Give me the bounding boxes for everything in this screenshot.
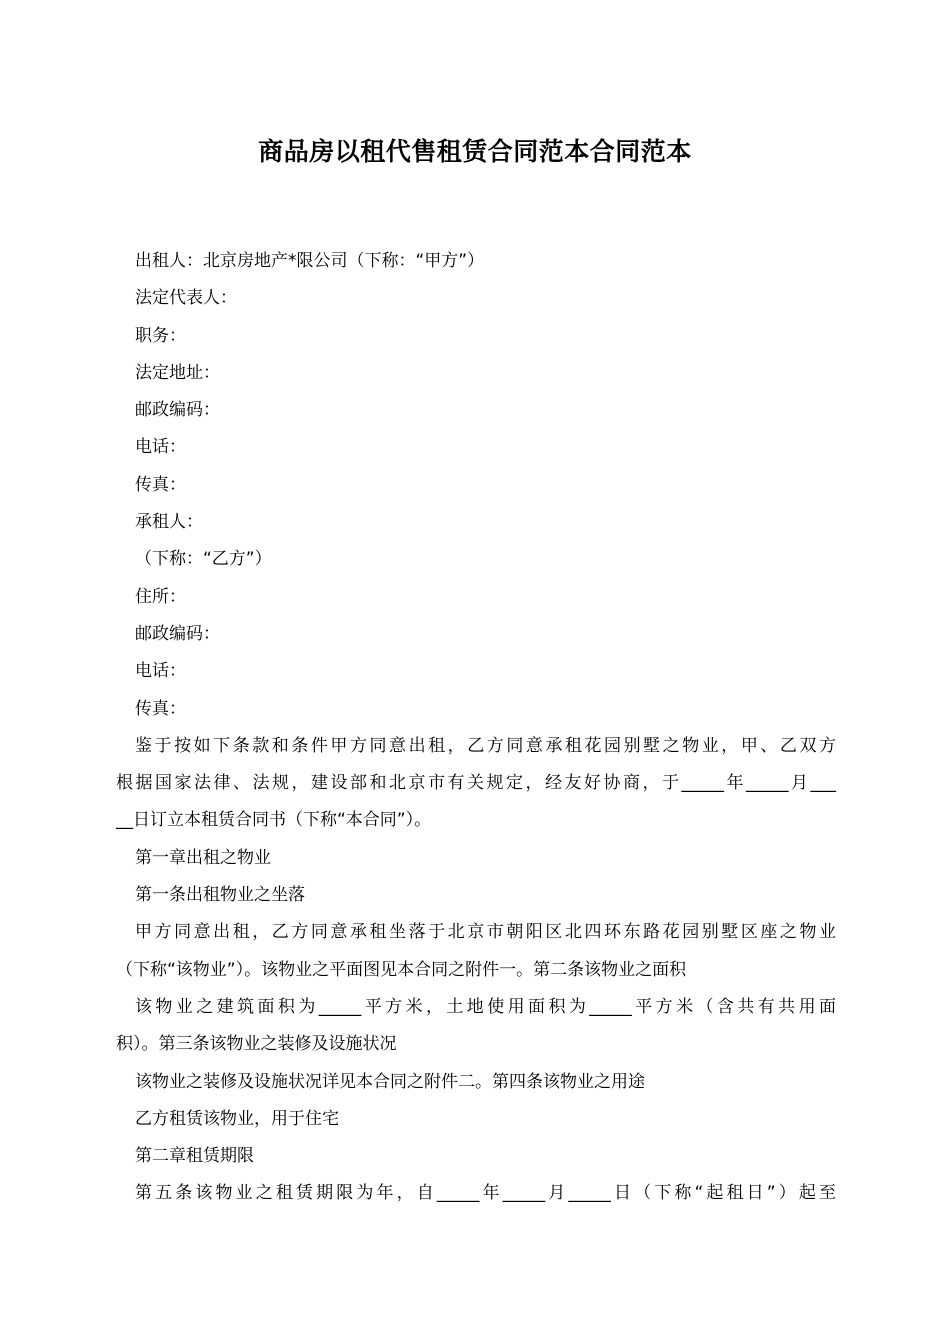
text-line-legal-address: 法定地址： bbox=[135, 362, 220, 383]
text-line-lessee: 承租人： bbox=[135, 512, 203, 533]
text-line-phone-2: 电话： bbox=[135, 661, 186, 682]
text-line-preamble-3: __日订立本租赁合同书（下称“本合同”）。 bbox=[116, 810, 432, 831]
chapter-heading-1: 第一章出租之物业 bbox=[135, 847, 271, 868]
article-heading-1: 第一条出租物业之坐落 bbox=[135, 885, 305, 906]
text-line-article-1-a: 甲方同意出租，乙方同意承租坐落于北京市朝阳区北四环东路花园别墅区座之物业 bbox=[135, 922, 836, 943]
text-line-postcode: 邮政编码： bbox=[135, 400, 220, 421]
text-line-fax-2: 传真： bbox=[135, 698, 186, 719]
text-line-article-2-a: 该物业之建筑面积为_____平方米，土地使用面积为_____平方米（含共有共用面 bbox=[135, 996, 836, 1017]
text-line-postcode-2: 邮政编码： bbox=[135, 623, 220, 644]
text-line-preamble-1: 鉴于按如下条款和条件甲方同意出租，乙方同意承租花园别墅之物业，甲、乙双方 bbox=[135, 735, 836, 756]
text-line-position: 职务： bbox=[135, 325, 186, 346]
text-line-phone: 电话： bbox=[135, 437, 186, 458]
document-title: 商品房以租代售租赁合同范本合同范本 bbox=[258, 137, 692, 166]
text-line-fax: 传真： bbox=[135, 474, 186, 495]
text-line-legal-rep: 法定代表人： bbox=[135, 288, 237, 309]
text-line-preamble-2: 根据国家法律、法规，建设部和北京市有关规定，经友好协商，于_____年_____月___ bbox=[116, 773, 836, 794]
text-line-lessor: 出租人：北京房地产*限公司（下称：“甲方”） bbox=[135, 251, 485, 271]
text-line-article-3: 该物业之装修及设施状况详见本合同之附件二。第四条该物业之用途 bbox=[135, 1071, 645, 1092]
text-line-residence: 住所： bbox=[135, 586, 186, 607]
text-line-article-2-b: 积）。第三条该物业之装修及设施状况 bbox=[116, 1034, 397, 1055]
document-body bbox=[116, 243, 836, 1213]
text-line-article-4: 乙方租赁该物业，用于住宅 bbox=[135, 1108, 339, 1129]
text-line-lessee-alias: （下称：“乙方”） bbox=[135, 549, 272, 570]
text-line-article-5: 第五条该物业之租赁期限为年，自_____年_____月_____日（下称“起租日”）起至 bbox=[135, 1183, 836, 1204]
text-line-article-1-b: （下称“该物业”）。该物业之平面图见本合同之附件一。第二条该物业之面积 bbox=[116, 959, 687, 980]
chapter-heading-2: 第二章租赁期限 bbox=[135, 1146, 254, 1167]
